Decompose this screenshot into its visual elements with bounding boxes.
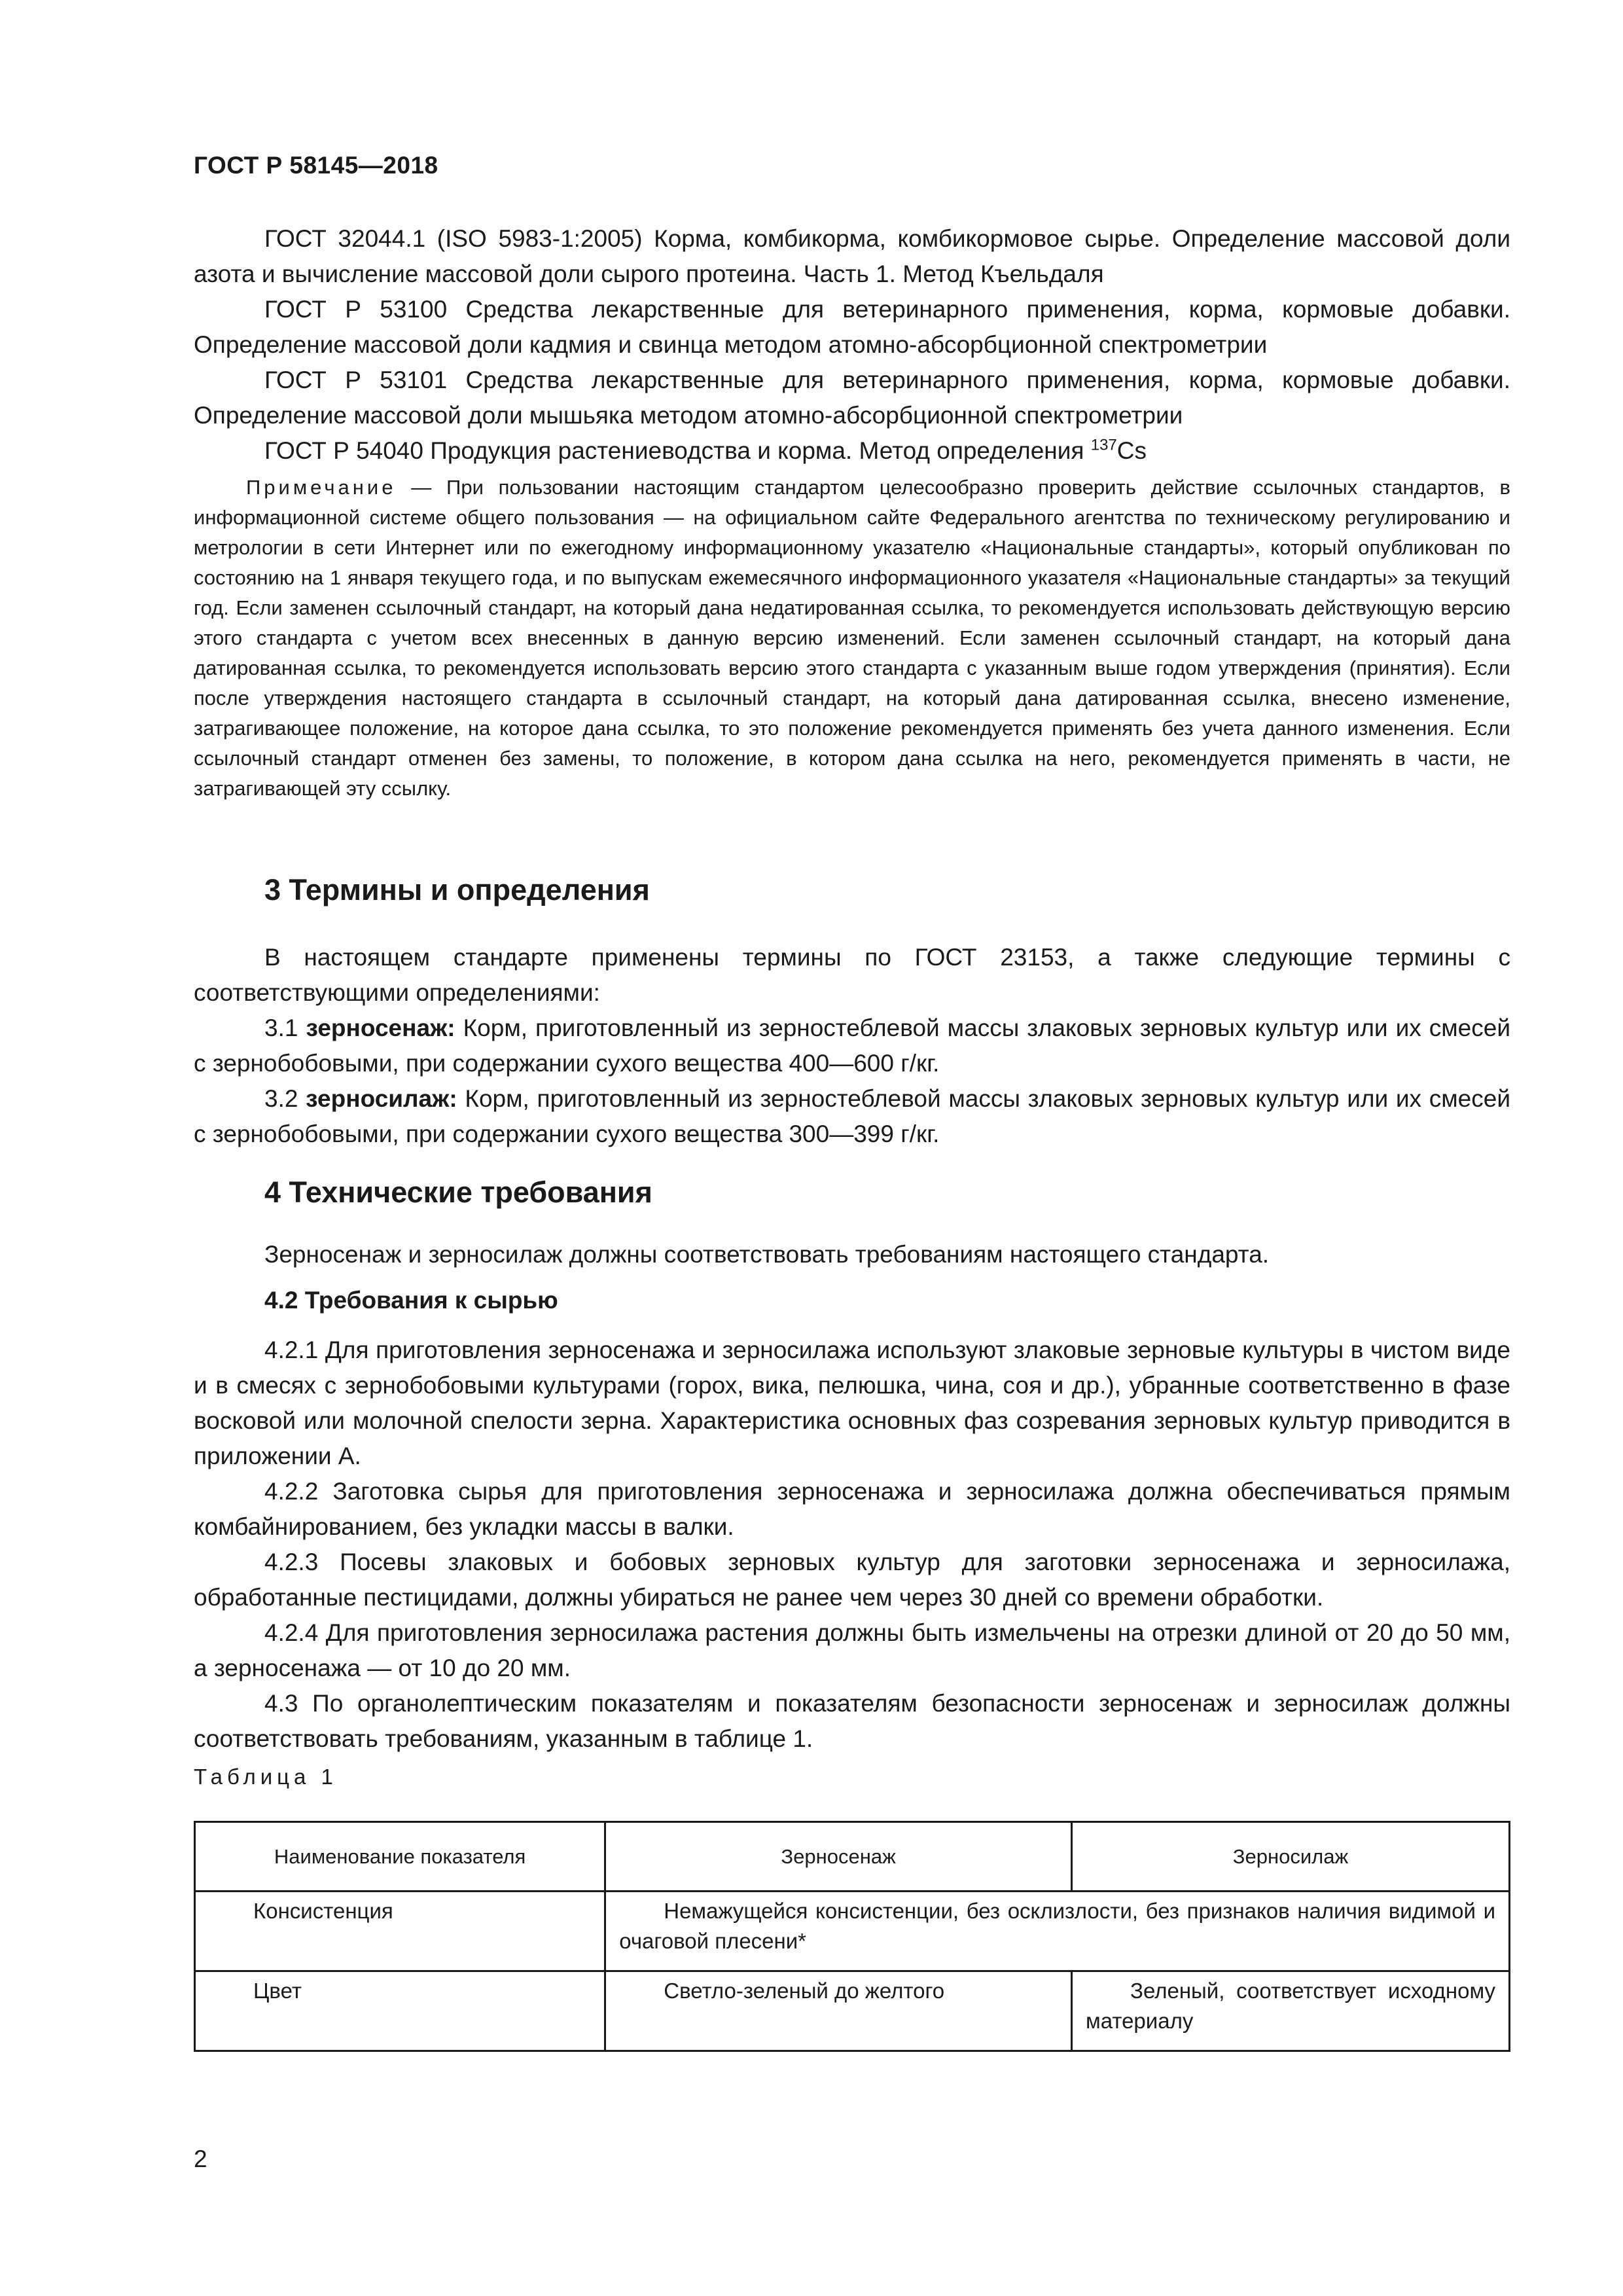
- reference-item: ГОСТ Р 53100 Средства лекарственные для ветеринарного применения, корма, кормовые добавки. Определение массовой доли кадмия и свинца методом атомно-абсорбционной спектрометрии: [194, 296, 1510, 358]
- term-text: Корм, приготовленный из зерностеблевой массы злаковых зерновых культур или их смесей с зернобобовыми, при содержании сухого вещества 400—600 г/кг.: [194, 1014, 1511, 1077]
- note-text: [194, 473, 1510, 804]
- term-definition: [194, 1081, 1510, 1152]
- table-row: [195, 1892, 1510, 1971]
- section-intro: В настоящем стандарте применены термины по ГОСТ 23153, а также следующие термины с соответствующими определениями:: [194, 944, 1510, 1006]
- reference-item: ГОСТ 32044.1 (ISO 5983-1:2005) Корма, комбикорма, комбикормовое сырье. Определение массовой доли азота и вычисление массовой доли сырого протеина. Часть 1. Метод Къельдаля: [194, 225, 1510, 287]
- term-name: зерносилаж:: [306, 1085, 457, 1112]
- references-block: [194, 221, 1510, 469]
- reference-text: ГОСТ Р 54040 Продукция растениеводства и корма. Метод определения: [264, 437, 1091, 464]
- section-3: [194, 873, 1510, 1152]
- table-cell: Зеленый, соответствует исходному материалу: [1072, 1971, 1510, 2051]
- document-header: ГОСТ Р 58145—2018: [194, 152, 438, 179]
- term-text: Корм, приготовленный из зерностеблевой массы злаковых зерновых культур или их смесей с зернобобовыми, при содержании сухого вещества 300—399 г/кг.: [194, 1085, 1510, 1147]
- table-header-row: [195, 1822, 1510, 1892]
- section-title: 3 Термины и определения: [264, 873, 650, 906]
- term-name: зерносенаж:: [306, 1014, 455, 1041]
- section-title: 4 Технические требования: [264, 1175, 652, 1209]
- table-cell: Консистенция: [195, 1892, 605, 1971]
- table-cell: Цвет: [195, 1971, 605, 2051]
- term-number: 3.1: [264, 1014, 306, 1041]
- section-4: [194, 1175, 1510, 1757]
- table-header-cell: Зерносилаж: [1072, 1822, 1510, 1892]
- requirement-paragraph: 4.3 По органолептическим показателям и показателям безопасности зерносенаж и зерносилаж должны соответствовать требованиям, указанным в таблице 1.: [194, 1690, 1510, 1752]
- requirements-table: [194, 1821, 1510, 2052]
- requirement-paragraph: 4.2.1 Для приготовления зерносенажа и зерносилажа используют злаковые зерновые культуры в чистом виде и в смесях с зернобобовыми культурами (горох, вика, пелюшка, чина, соя и др.), убранные соответственно в фазе восковой или молочной спелости зерна. Характеристика основных фаз созревания зерновых культур приводится в приложении А.: [194, 1336, 1510, 1469]
- reference-suffix: Cs: [1116, 437, 1147, 464]
- requirement-paragraph: 4.2.2 Заготовка сырья для приготовления зерносенажа и зерносилажа должна обеспечиваться прямым комбайнированием, без укладки массы в валки.: [194, 1478, 1510, 1540]
- table-row: [195, 1971, 1510, 2051]
- table-cell-merged: Немажущейся консистенции, без осклизлости, без признаков наличия видимой и очаговой плесени*: [605, 1892, 1510, 1971]
- table-cell: Светло-зеленый до желтого: [605, 1971, 1072, 2051]
- note-block: [194, 473, 1510, 804]
- note-body: — При пользовании настоящим стандартом целесообразно проверить действие ссылочных стандартов, в информационной системе общего пользования — на официальном сайте Федерального агентства по техническому регулированию и метрологии в сети Интернет или по ежегодному информационному указателю «Национальные стандарты», который опубликован по состоянию на 1 января текущего года, и по выпускам ежемесячного информационного указателя «Национальные стандарты» за текущий год. Если заменен ссылочный стандарт, на который дана недатированная ссылка, то рекомендуется использовать действующую версию этого стандарта с учетом всех внесенных в данную версию изменений. Если заменен ссылочный стандарт, на который дана датированная ссылка, то рекомендуется использовать версию этого стандарта с указанным выше годом утверждения (принятия). Если после утверждения настоящего стандарта в ссылочный стандарт, на который дана датированная ссылка, внесено изменение, затрагивающее положение, на которое дана ссылка, то это положение рекомендуется применять без учета данного изменения. Если ссылочный стандарт отменен без замены, то положение, в котором дана ссылка на него, рекомендуется применять в части, не затрагивающей эту ссылку.: [194, 476, 1510, 800]
- reference-item: [194, 433, 1510, 469]
- term-definition: [194, 1011, 1510, 1081]
- superscript: 137: [1090, 436, 1117, 454]
- note-label: Примечание: [246, 476, 397, 499]
- requirement-paragraph: 4.2.4 Для приготовления зерносилажа растения должны быть измельчены на отрезки длиной от 20 до 50 мм, а зерносенажа — от 10 до 20 мм.: [194, 1619, 1510, 1681]
- section-intro: Зерносенаж и зерносилаж должны соответствовать требованиям настоящего стандарта.: [264, 1241, 1270, 1268]
- requirement-paragraph: 4.2.3 Посевы злаковых и бобовых зерновых культур для заготовки зерносенажа и зерносилажа, обработанные пестицидами, должны убираться не ранее чем через 30 дней со времени обработки.: [194, 1549, 1510, 1611]
- reference-item: ГОСТ Р 53101 Средства лекарственные для ветеринарного применения, корма, кормовые добавки. Определение массовой доли мышьяка методом атомно-абсорбционной спектрометрии: [194, 367, 1510, 429]
- page-number: 2: [194, 2145, 207, 2172]
- term-number: 3.2: [264, 1085, 306, 1112]
- table-header-cell: Наименование показателя: [195, 1822, 605, 1892]
- table-header-cell: Зерносенаж: [605, 1822, 1072, 1892]
- subsection-title: 4.2 Требования к сырью: [264, 1287, 558, 1314]
- table-caption: Таблица 1: [194, 1765, 338, 1789]
